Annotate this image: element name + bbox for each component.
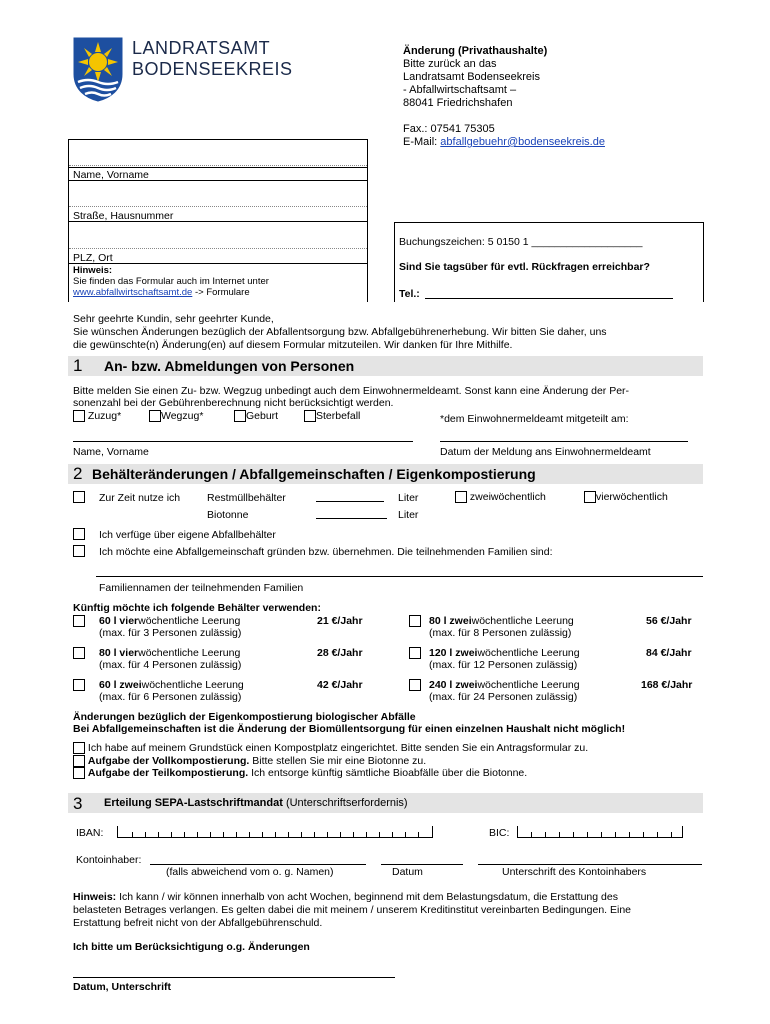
tel-field[interactable] bbox=[425, 285, 673, 299]
kompost-heading: Änderungen bezüglich der Eigenkompostierung biologischer Abfälle bbox=[73, 711, 416, 723]
own-bins-label: Ich verfüge über eigene Abfallbehälter bbox=[99, 529, 276, 541]
sepa-hint: belasteten Betrages verlangen. Es gelten dabei die mit meinem / unserem Kreditinstitut vereinbarten Bedingungen. Eine bbox=[73, 904, 632, 916]
hint-tail: -> Formulare bbox=[192, 287, 250, 298]
header-address bbox=[403, 45, 605, 149]
s1-text: sonenzahl bei der Gebührenberechnung nicht berücksichtigt werden. bbox=[73, 397, 394, 409]
bio-liter-field[interactable] bbox=[316, 507, 387, 519]
coat-of-arms-icon bbox=[72, 36, 124, 102]
sepa-hint-label: Hinweis: bbox=[73, 891, 117, 903]
bin-sub: (max. für 4 Personen zulässig) bbox=[99, 659, 242, 671]
bin-size: 80 l zwei bbox=[429, 615, 472, 627]
signature-label: Unterschrift des Kontoinhabers bbox=[502, 866, 647, 878]
bin-rest: wöchentliche Leerung bbox=[477, 679, 580, 691]
logo-text-2: BODENSEEKREIS bbox=[132, 59, 293, 79]
vierwoechentlich-label: vierwöchentlich bbox=[596, 491, 668, 503]
bin-rest: wöchentliche Leerung bbox=[138, 647, 241, 659]
iban-field[interactable] bbox=[117, 826, 433, 838]
bin-sub: (max. für 24 Personen zulässig) bbox=[429, 691, 578, 703]
bin-sub: (max. für 3 Personen zulässig) bbox=[99, 627, 242, 639]
section-3-title-tail: (Unterschriftserfordernis) bbox=[282, 797, 408, 809]
einwohner-note: *dem Einwohnermeldeamt mitgeteilt am: bbox=[440, 413, 629, 425]
kompost-3-bold: Aufgabe der Teilkompostierung. bbox=[87, 767, 249, 779]
intro-line: Sehr geehrte Kundin, sehr geehrter Kunde, bbox=[73, 313, 274, 325]
street-label: Straße, Hausnummer bbox=[73, 210, 174, 222]
bin-size: 80 l vier bbox=[99, 647, 139, 659]
intro-line: Sie wünschen Änderungen bezüglich der Abfallentsorgung bzw. Abfallgebührenerhebung. Wir bitten Sie daher, uns bbox=[73, 326, 607, 338]
email-link[interactable]: abfallgebuehr@bodenseekreis.de bbox=[440, 136, 605, 148]
section-3-number: 3 bbox=[73, 794, 83, 813]
holder-field[interactable] bbox=[150, 854, 366, 865]
bin-size: 240 l zwei bbox=[429, 679, 478, 691]
email-label: E-Mail: bbox=[403, 136, 441, 148]
bio-label: Biotonne bbox=[207, 509, 249, 521]
bin-80-vier-checkbox[interactable] bbox=[73, 647, 85, 659]
bin-rest: wöchentliche Leerung bbox=[477, 647, 580, 659]
s1-date-label: Datum der Meldung ans Einwohnermeldeamt bbox=[440, 446, 651, 458]
bin-price: 56 €/Jahr bbox=[646, 615, 692, 627]
final-signature-label: Datum, Unterschrift bbox=[73, 981, 172, 993]
zweiwoechentlich-checkbox[interactable] bbox=[455, 491, 467, 503]
section-2-title: Behälteränderungen / Abfallgemeinschaften / Eigenkompostierung bbox=[92, 466, 536, 482]
tel-label: Tel.: bbox=[399, 288, 420, 300]
address-box bbox=[68, 139, 368, 302]
date-label: Datum bbox=[392, 866, 423, 878]
community-label: Ich möchte eine Abfallgemeinschaft gründen bzw. übernehmen. Die teilnehmenden Familien sind: bbox=[99, 546, 553, 558]
bin-rest: wöchentliche Leerung bbox=[141, 679, 244, 691]
use-label: Zur Zeit nutze ich bbox=[99, 492, 181, 504]
website-link[interactable]: www.abfallwirtschaftsamt.de bbox=[73, 287, 193, 298]
zuzug-checkbox[interactable] bbox=[73, 410, 85, 422]
bin-price: 84 €/Jahr bbox=[646, 647, 692, 659]
hint-text: Sie finden das Formular auch im Internet unter bbox=[73, 276, 269, 287]
community-checkbox[interactable] bbox=[73, 545, 85, 557]
bin-80-zwei-checkbox[interactable] bbox=[409, 615, 421, 627]
s1-text: Bitte melden Sie einen Zu- bzw. Wegzug unbedingt auch dem Einwohnermeldeamt. Sonst kann eine Änderung der Per- bbox=[73, 385, 630, 397]
address-line: Landratsamt Bodenseekreis bbox=[403, 71, 540, 83]
bic-label: BIC: bbox=[489, 827, 510, 839]
kompost-2-bold: Aufgabe der Vollkompostierung. bbox=[87, 754, 250, 767]
booking-box bbox=[394, 222, 704, 302]
s1-name-field[interactable] bbox=[73, 430, 413, 442]
fax: Fax.: 07541 75305 bbox=[403, 123, 495, 135]
bin-price: 42 €/Jahr bbox=[317, 679, 363, 691]
bin-price: 21 €/Jahr bbox=[317, 615, 363, 627]
own-bins-checkbox[interactable] bbox=[73, 528, 85, 540]
iban-label: IBAN: bbox=[76, 827, 104, 839]
bin-60-vier-checkbox[interactable] bbox=[73, 615, 85, 627]
booking-number: Buchungszeichen: 5 0150 1 ___________________ bbox=[399, 236, 643, 248]
wegzug-checkbox[interactable] bbox=[149, 410, 161, 422]
families-field[interactable] bbox=[96, 565, 703, 577]
signature-field[interactable] bbox=[478, 854, 702, 865]
sepa-hint: Ich kann / wir können innerhalb von acht Wochen, beginnend mit dem Belastungsdatum, die Erstattung des bbox=[116, 891, 618, 903]
rest-liter-field[interactable] bbox=[316, 490, 384, 502]
address-line: Bitte zurück an das bbox=[403, 58, 497, 70]
section-2-number: 2 bbox=[73, 464, 83, 483]
reach-question: Sind Sie tagsüber für evtl. Rückfragen erreichbar? bbox=[399, 261, 650, 273]
intro bbox=[73, 313, 607, 352]
logo-text-1: LANDRATSAMT bbox=[132, 38, 271, 58]
bin-price: 168 €/Jahr bbox=[641, 679, 693, 691]
geburt-label: Geburt bbox=[246, 410, 279, 422]
section-3-title: Erteilung SEPA-Lastschriftmandat bbox=[104, 797, 283, 809]
bin-sub: (max. für 12 Personen zulässig) bbox=[429, 659, 578, 671]
form-title: Änderung (Privathaushalte) bbox=[403, 45, 548, 57]
holder-note: (falls abweichend vom o. g. Namen) bbox=[166, 866, 334, 878]
s1-name-label: Name, Vorname bbox=[73, 446, 149, 458]
bic-field[interactable] bbox=[517, 826, 683, 838]
sterbefall-checkbox[interactable] bbox=[304, 410, 316, 422]
kompost-1: Ich habe auf meinem Grundstück einen Kompostplatz eingerichtet. Bitte senden Sie ein Antragsformular zu. bbox=[87, 742, 589, 754]
bin-size: 60 l vier bbox=[99, 615, 139, 627]
use-checkbox[interactable] bbox=[73, 491, 85, 503]
wegzug-label: Wegzug* bbox=[161, 410, 204, 422]
section-1-number: 1 bbox=[73, 356, 83, 375]
date-field[interactable] bbox=[381, 854, 463, 865]
kompost-checkbox-1[interactable] bbox=[73, 742, 85, 754]
bin-size: 60 l zwei bbox=[99, 679, 142, 691]
future-label: Künftig möchte ich folgende Behälter verwenden: bbox=[73, 602, 321, 614]
kompost-2: Bitte stellen Sie mir eine Biotonne zu. bbox=[249, 754, 427, 767]
kompost-checkbox-3[interactable] bbox=[73, 767, 85, 779]
zweiwoechentlich-label: zweiwöchentlich bbox=[469, 491, 546, 503]
bin-size: 120 l zwei bbox=[429, 647, 478, 659]
geburt-checkbox[interactable] bbox=[234, 410, 246, 422]
intro-line: die gewünschte(n) Änderung(en) auf diesem Formular mitzuteilen. Wir danken für Ihre Mithilfe. bbox=[73, 339, 513, 351]
sterbefall-label: Sterbefall bbox=[316, 410, 361, 422]
bin-rest: wöchentliche Leerung bbox=[471, 615, 574, 627]
name-label: Name, Vorname bbox=[73, 169, 149, 181]
bin-120-zwei-checkbox[interactable] bbox=[409, 647, 421, 659]
rest-label: Restmüllbehälter bbox=[207, 492, 286, 504]
zuzug-label: Zuzug* bbox=[87, 410, 122, 422]
kompost-3: Ich entsorge künftig sämtliche Bioabfälle über die Biotonne. bbox=[248, 767, 528, 779]
s1-date-field[interactable] bbox=[440, 430, 688, 442]
plz-label: PLZ, Ort bbox=[73, 252, 113, 264]
bin-sub: (max. für 6 Personen zulässig) bbox=[99, 691, 242, 703]
address-line: 88041 Friedrichshafen bbox=[403, 97, 513, 109]
bin-sub: (max. für 8 Personen zulässig) bbox=[429, 627, 572, 639]
section-1-title: An- bzw. Abmeldungen von Personen bbox=[104, 358, 355, 374]
bin-price: 28 €/Jahr bbox=[317, 647, 363, 659]
kompost-warning: Bei Abfallgemeinschaften ist die Änderung der Biomüllentsorgung für einen einzelnen Haushalt nicht möglich! bbox=[73, 723, 626, 735]
bin-60-zwei-checkbox[interactable] bbox=[73, 679, 85, 691]
final-signature-field[interactable] bbox=[73, 966, 395, 978]
vierwoechentlich-checkbox[interactable] bbox=[584, 491, 596, 503]
bin-rest: wöchentliche Leerung bbox=[138, 615, 241, 627]
liter-label: Liter bbox=[398, 492, 419, 504]
liter-label: Liter bbox=[398, 509, 419, 521]
kompost-checkbox-2[interactable] bbox=[73, 755, 85, 767]
holder-label: Kontoinhaber: bbox=[76, 854, 142, 866]
hint-label: Hinweis: bbox=[73, 265, 113, 276]
families-label: Familiennamen der teilnehmenden Familien bbox=[99, 582, 304, 594]
request-label: Ich bitte um Berücksichtigung o.g. Änderungen bbox=[73, 941, 310, 953]
address-line: - Abfallwirtschaftsamt – bbox=[403, 84, 517, 96]
sepa-hint: Erstattung befreit nicht von der Abfallgebührenschuld. bbox=[73, 917, 323, 929]
plz-field[interactable] bbox=[69, 250, 367, 264]
bin-240-zwei-checkbox[interactable] bbox=[409, 679, 421, 691]
